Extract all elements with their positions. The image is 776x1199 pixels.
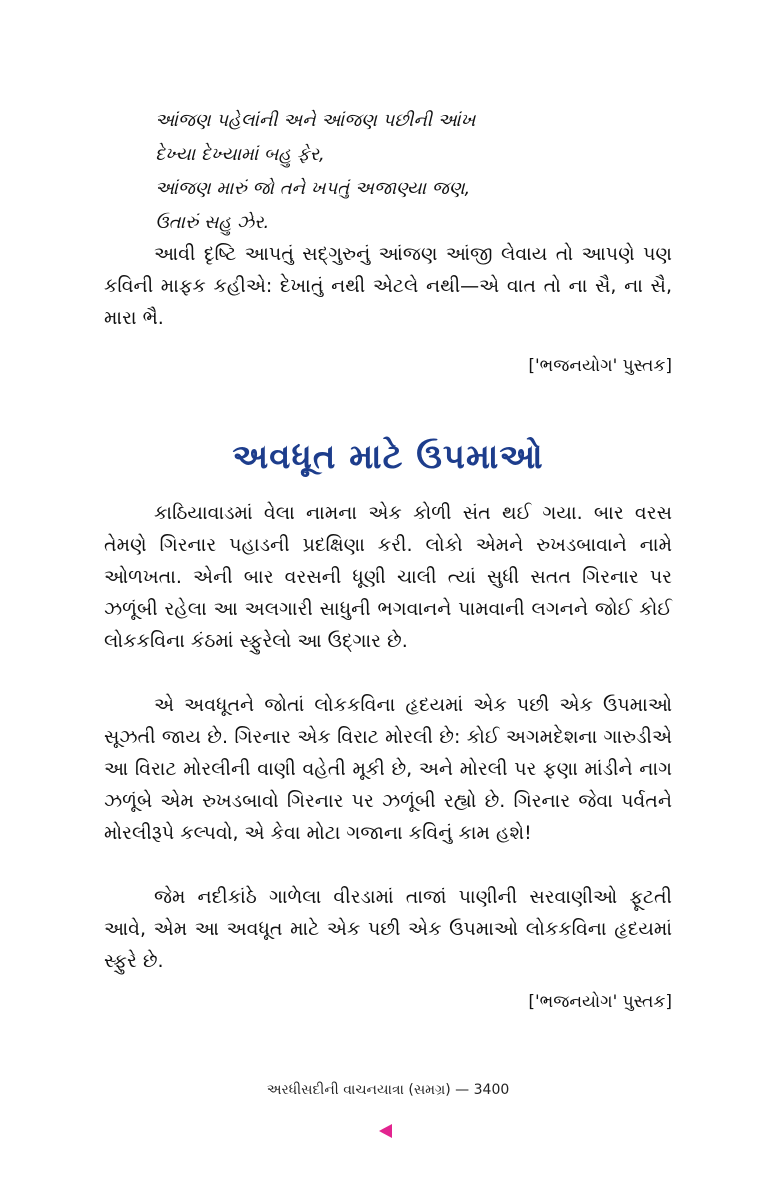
poem-block: [155, 104, 675, 240]
poem-line: દેખ્યા દેખ્યામાં બહુ ફેર,: [155, 144, 325, 165]
paragraph: કાઠિયાવાડમાં વેલા નામના એક કોળી સંત થઈ ગયા. બાર વરસ તેમણે ગિરનાર પહાડની પ્રદક્ષિણા કરી. લોકો એમને રુખડબાવાને નામે ઓળખતા. એની બાર વરસની ધૂણી ચાલી ત્યાં સુધી સતત ગિરનાર પર ઝળૂંબી રહેલા આ અલગારી સાધુની ભગવાનને પામવાની લગનને જોઈ કોઈ લોકકવિના કંઠમાં સ્ફુરેલો આ ઉદ્‌ગાર છે.: [104, 502, 672, 652]
poem-line: આંજણ પહેલાંની અને આંજણ પછીની આંખ: [155, 110, 476, 131]
source-citation: ['ભજનયોગ' પુસ્તક]: [528, 992, 672, 1012]
paragraph: એ અવધૂતને જોતાં લોકકવિના હૃદયમાં એક પછી એક ઉપમાઓ સૂઝતી જાય છે. ગિરનાર એક વિરાટ મોરલી છે: કોઈ અગમદેશના ગારુડીએ આ વિરાટ મોરલીની વાણી વહેતી મૂકી છે, અને મોરલી પર ફણા માંડીને નાગ ઝળૂંબે એમ રુખડબાવો ગિરનાર પર ઝળૂંબી રહ્યો છે. ગિરનાર જેવા પર્વતને મોરલીરૂપે કલ્પવો, એ કેવા મોટા ગજાના કવિનું કામ હશે!: [104, 694, 672, 844]
poem-line: ઉતારું સહુ ઝેર.: [155, 212, 270, 233]
source-citation: ['ભજનયોગ' પુસ્તક]: [528, 356, 672, 376]
poem-line: આંજણ મારું જો તને ખપતું અજાણ્યા જણ,: [155, 178, 471, 199]
paragraph: જેમ નદીકાંઠે ગાળેલા વીરડામાં તાજાં પાણીની સરવાણીઓ ફૂટતી આવે, એમ આ અવધૂત માટે એક પછી એક ઉપમાઓ લોકકવિના હૃદયમાં સ્ફુરે છે.: [104, 886, 672, 972]
section-heading: અવધૂત માટે ઉપમાઓ: [232, 437, 544, 477]
previous-page-arrow-icon[interactable]: [379, 1124, 392, 1138]
paragraph-after-poem: આવી દૃષ્ટિ આપતું સદ્‌ગુરુનું આંજણ આંજી લેવાય તો આપણે પણ કવિની માફક કહીએ: દેખાતું નથી એટલે નથી—એ વાત તો ના સૈ, ના સૈ, મારા ભૈ.: [104, 243, 672, 329]
page-footer: અરધીસદીની વાચનયાત્રા (સમગ્ર) — 3400: [266, 1082, 510, 1098]
